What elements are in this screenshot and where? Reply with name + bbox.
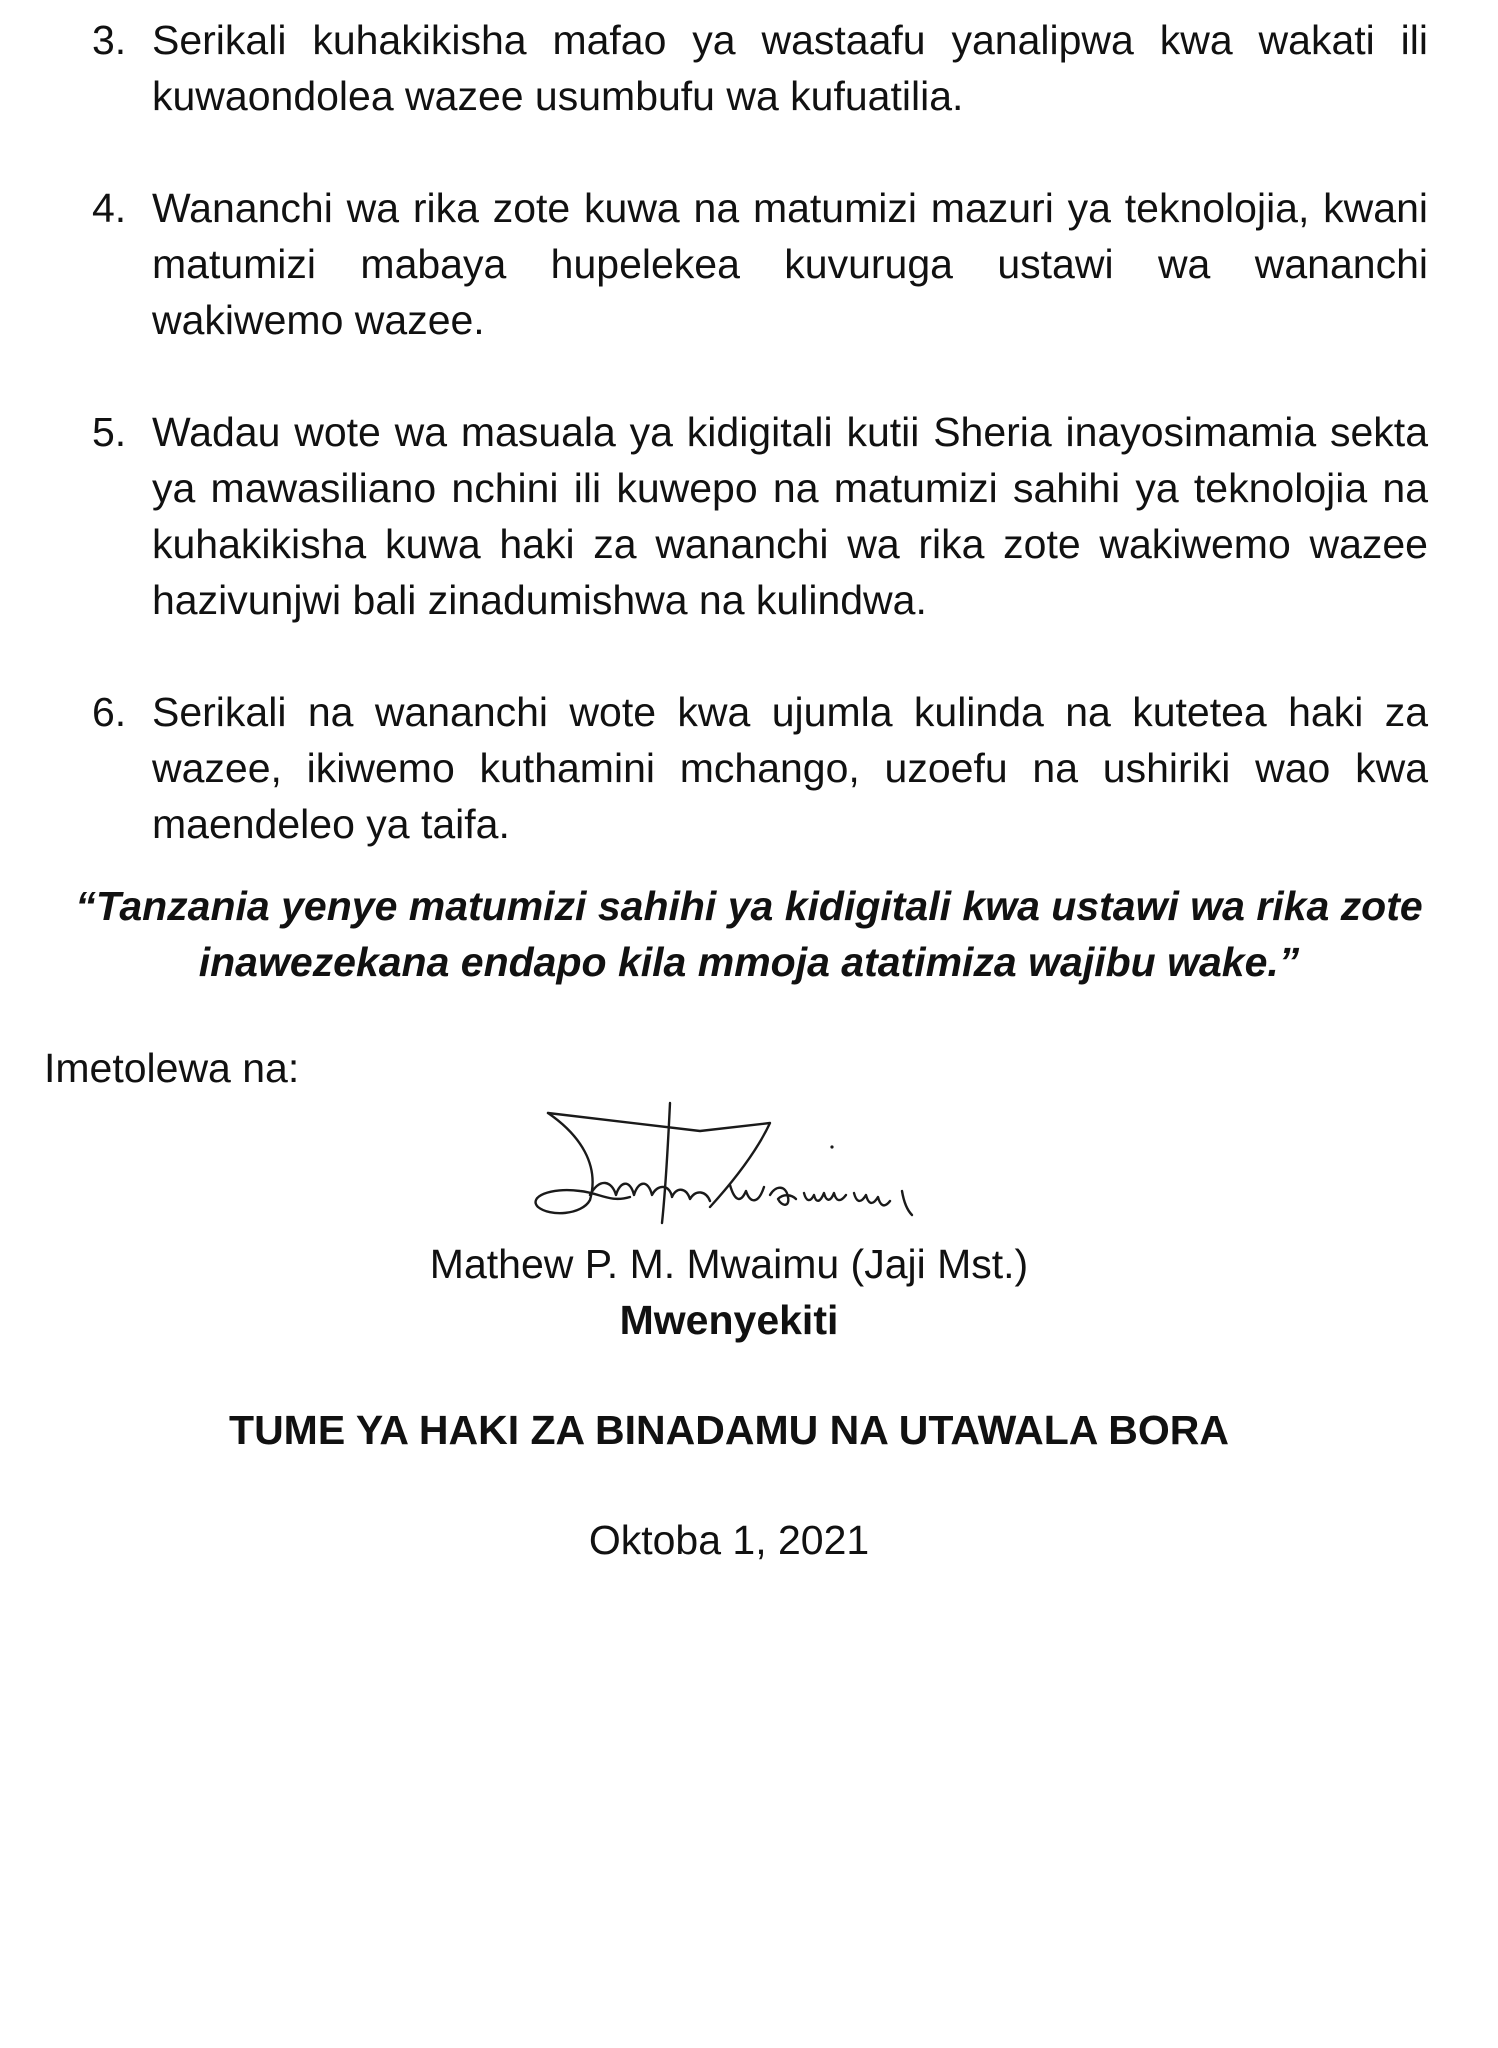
list-item-text: Wananchi wa rika zote kuwa na matumizi mazuri ya teknolojia, kwani matumizi mabaya hupelekea kuvuruga ustawi wa wananchi wakiwemo wazee. [152, 185, 1428, 343]
organization-name: TUME YA HAKI ZA BINADAMU NA UTAWALA BORA [229, 1407, 1229, 1453]
signature-image [520, 1095, 960, 1235]
recommendations-list [92, 12, 1428, 908]
list-item-text: Serikali na wananchi wote kwa ujumla kulinda na kutetea haki za wazee, ikiwemo kuthamini mchango, uzoefu na ushiriki wao kwa maendeleo ya taifa. [152, 689, 1428, 847]
list-item [92, 684, 1428, 852]
list-item-number: 6. [92, 689, 127, 735]
issued-by-label: Imetolewa na: [44, 1045, 300, 1091]
list-item-number: 4. [92, 185, 127, 231]
closing-quote: “Tanzania yenye matumizi sahihi ya kidigitali kwa ustawi wa rika zote inawezekana endapo kila mmoja atatimiza wajibu wake.” [75, 883, 1423, 985]
list-item-number: 3. [92, 17, 127, 63]
list-item-number: 5. [92, 409, 127, 455]
list-item-text: Serikali kuhakikisha mafao ya wastaafu yanalipwa kwa wakati ili kuwaondolea wazee usumbufu wa kufuatilia. [152, 17, 1428, 119]
list-item-text: Wadau wote wa masuala ya kidigitali kutii Sheria inayosimamia sekta ya mawasiliano nchini ili kuwepo na matumizi sahihi ya teknolojia na kuhakikisha kuwa haki za wananchi wa rika zote wakiwemo wazee hazivunjwi bali zinadumishwa na kulindwa. [152, 409, 1428, 623]
signer-name: Mathew P. M. Mwaimu (Jaji Mst.) [429, 1241, 1029, 1287]
list-item [92, 180, 1428, 348]
signer-title: Mwenyekiti [619, 1297, 839, 1343]
issue-date: Oktoba 1, 2021 [588, 1517, 870, 1563]
list-item [92, 404, 1428, 628]
list-item [92, 12, 1428, 124]
